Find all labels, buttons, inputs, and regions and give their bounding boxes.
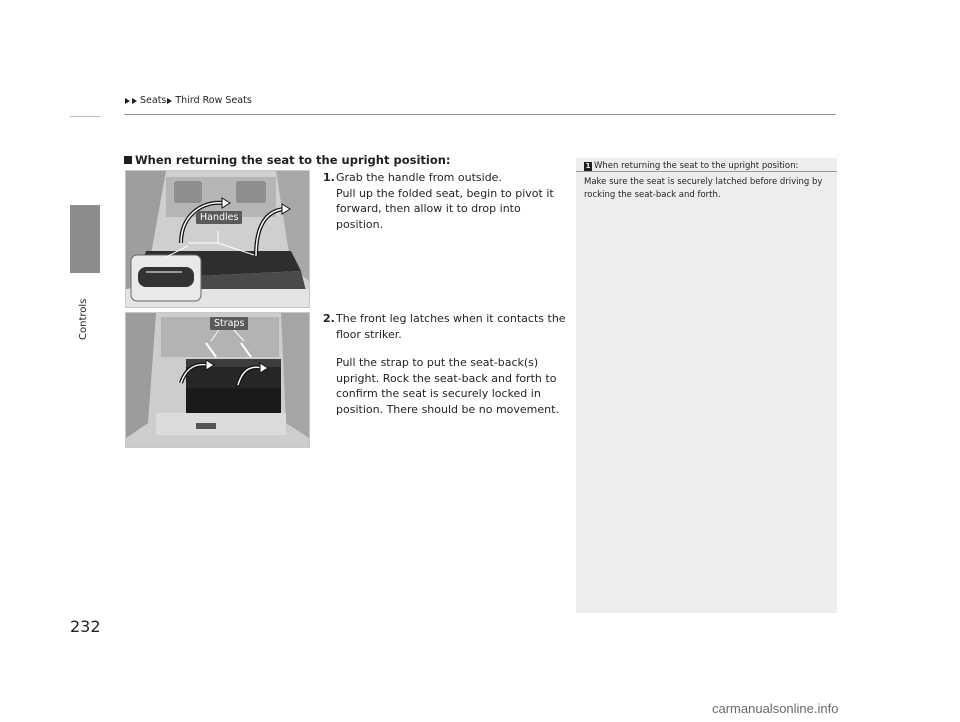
cargo-area-straps-illustration xyxy=(126,313,309,447)
step-1-line-2: Pull up the folded seat, begin to pivot it forward, then allow it to drop into position. xyxy=(336,186,554,231)
note-reference-badge: 1 xyxy=(585,161,591,170)
figure-handles xyxy=(125,170,310,308)
step-1-line-1: Grab the handle from outside. xyxy=(336,171,502,184)
breadcrumb-arrow-icon xyxy=(132,98,137,104)
step-2-line-2: Pull the strap to put the seat-back(s) upright. Rock the seat-back and forth to confirm the seat is securely locked in position. There should be no movement. xyxy=(336,356,559,416)
header-rule xyxy=(124,114,836,115)
breadcrumb-separator-icon xyxy=(167,98,172,104)
breadcrumb-arrow-icon xyxy=(125,98,130,104)
cargo-area-handles-illustration xyxy=(126,171,309,307)
note-title[interactable] xyxy=(584,161,798,171)
handles-callout: Handles xyxy=(196,211,242,224)
side-tab-label[interactable]: Controls xyxy=(78,298,89,340)
note-title-text: When returning the seat to the upright position: xyxy=(594,161,799,171)
breadcrumb-parent[interactable]: Seats xyxy=(140,95,167,106)
section-heading-text: When returning the seat to the upright position: xyxy=(135,153,451,167)
note-panel xyxy=(576,158,837,613)
note-text: Make sure the seat is securely latched before driving by rocking the seat-back and forth. xyxy=(584,177,823,200)
figure-straps xyxy=(125,312,310,448)
heading-square-icon xyxy=(124,156,132,164)
breadcrumb-current[interactable]: Third Row Seats xyxy=(175,95,252,106)
step-number: 1. xyxy=(323,171,335,184)
step-1 xyxy=(323,170,571,232)
watermark: carmanualsonline.info xyxy=(712,701,839,716)
note-rule xyxy=(576,171,837,172)
step-2 xyxy=(323,311,571,417)
breadcrumb xyxy=(124,95,252,106)
page-number: 232 xyxy=(70,617,101,636)
straps-callout: Straps xyxy=(210,317,248,330)
side-tab-marker xyxy=(70,205,100,273)
step-number: 2. xyxy=(323,312,335,325)
side-tab-divider xyxy=(70,116,100,117)
step-2-line-1: The front leg latches when it contacts the floor striker. xyxy=(336,312,566,341)
section-heading xyxy=(124,153,451,167)
